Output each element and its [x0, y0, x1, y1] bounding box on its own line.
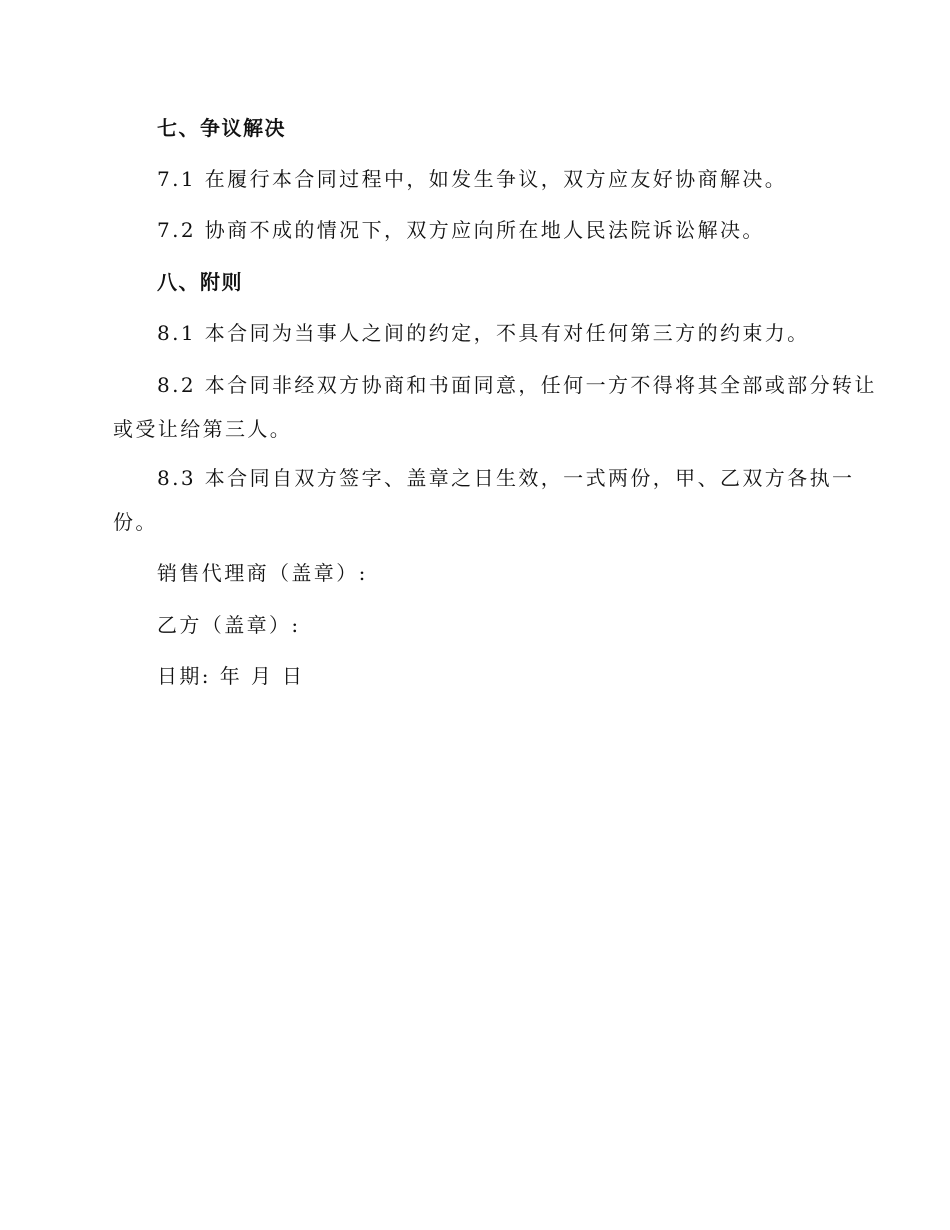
section-7-heading: 七、争议解决	[157, 116, 286, 140]
clause-8-3-line-1: 8.3 本合同自双方签字、盖章之日生效，一式两份，甲、乙双方各执一	[157, 466, 855, 490]
section-8-heading: 八、附则	[157, 270, 243, 294]
clause-8-1: 8.1 本合同为当事人之间的约定，不具有对任何第三方的约束力。	[157, 321, 810, 345]
agent-seal-line: 销售代理商（盖章）:	[157, 561, 368, 585]
clause-8-3-line-2: 份。	[113, 510, 158, 534]
clause-7-1: 7.1 在履行本合同过程中，如发生争议，双方应友好协商解决。	[157, 167, 788, 191]
party-b-seal-line: 乙方（盖章）:	[157, 613, 301, 637]
clause-8-2-line-2: 或受让给第三人。	[113, 417, 293, 441]
clause-8-2-line-1: 8.2 本合同非经双方协商和书面同意，任何一方不得将其全部或部分转让	[157, 373, 877, 397]
clause-7-2: 7.2 协商不成的情况下，双方应向所在地人民法院诉讼解决。	[157, 218, 765, 242]
date-line: 日期: 年 月 日	[157, 664, 305, 688]
